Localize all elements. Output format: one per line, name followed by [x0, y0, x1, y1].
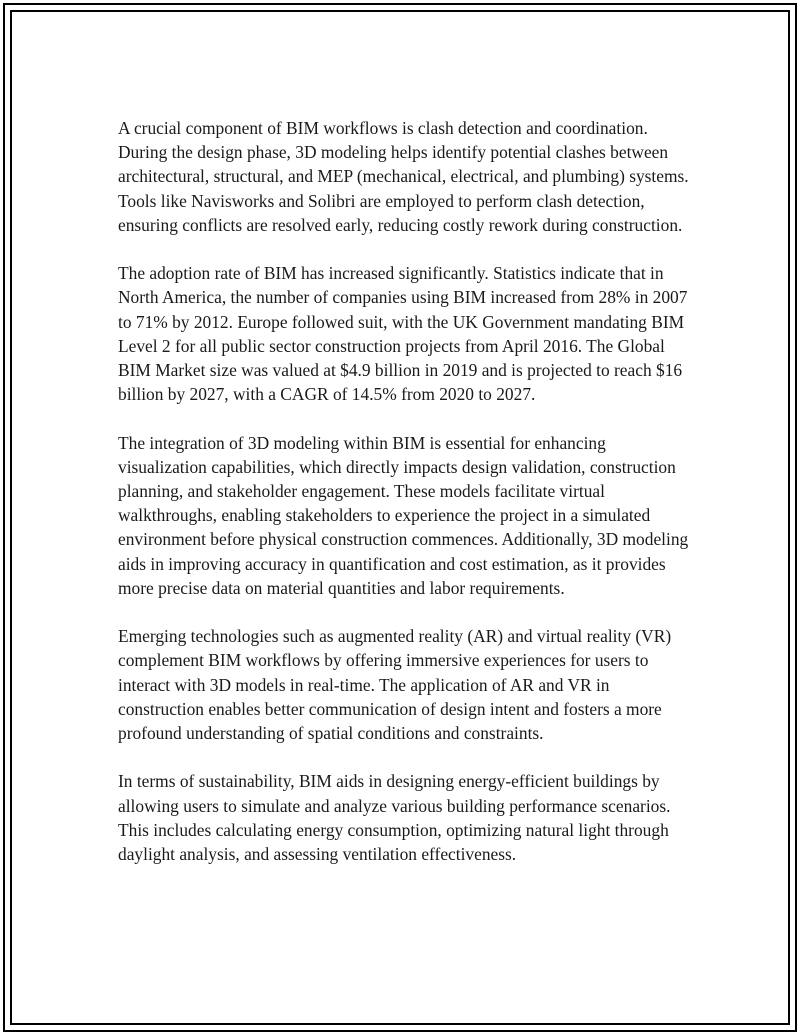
paragraph-adoption-rate: The adoption rate of BIM has increased significantly. Statistics indicate that in North America, the number of companies using BIM increased from 28% in 2007 to 71% by 2012. Europe followed suit, with the UK Government mandating BIM Level 2 for all public sector construction projects from April 2016. The Global BIM Market size was valued at $4.9 billion in 2019 and is projected to reach $16 billion by 2027, with a CAGR of 14.5% from 2020 to 2027.: [118, 263, 688, 405]
paragraph-ar-vr: Emerging technologies such as augmented reality (AR) and virtual reality (VR) complement BIM workflows by offering immersive experiences for users to interact with 3D models in real-time. The application of AR and VR in construction enables better communication of design intent and fosters a more profound understanding of spatial conditions and constraints.: [118, 626, 672, 744]
paragraph-3d-modeling: The integration of 3D modeling within BIM is essential for enhancing visualization capabilities, which directly impacts design validation, construction planning, and stakeholder engagement. These models facilitate virtual walkthroughs, enabling stakeholders to experience the project in a simulated environment before physical construction commences. Additionally, 3D modeling aids in improving accuracy in quantification and cost estimation, as it provides more precise data on material quantities and labor requirements.: [118, 432, 689, 598]
document-body: [118, 116, 698, 890]
paragraph-sustainability: In terms of sustainability, BIM aids in designing energy-efficient buildings by allowing users to simulate and analyze various building performance scenarios. This includes calculating energy consumption, optimizing natural light through daylight analysis, and assessing ventilation effectiveness.: [118, 771, 671, 865]
paragraph-clash-detection: A crucial component of BIM workflows is clash detection and coordination. During the design phase, 3D modeling helps identify potential clashes between architectural, structural, and MEP (mechanical, electrical, and plumbing) systems. Tools like Navisworks and Solibri are employed to perform clash detection, ensuring conflicts are resolved early, reducing costly rework during construction.: [118, 118, 689, 235]
